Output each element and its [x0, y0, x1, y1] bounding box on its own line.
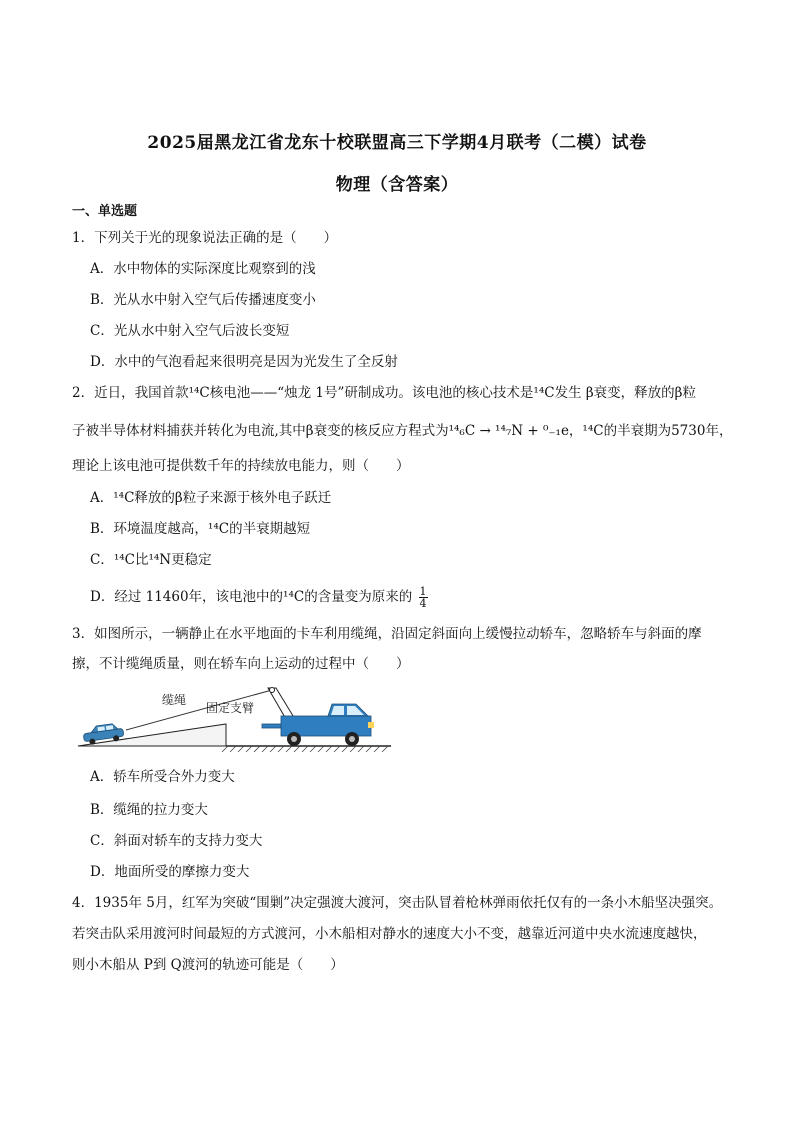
q3-stem-line2: 擦，不计缆绳质量，则在轿车向上运动的过程中（ ）: [72, 656, 410, 672]
q1-stem: 1．下列关于光的现象说法正确的是（ ）: [72, 230, 338, 246]
label-fixed-arm: 固定支臂: [206, 701, 255, 715]
q1-option-d: D．水中的气泡看起来很明亮是因为光发生了全反射: [90, 354, 398, 370]
q4-stem-line3: 则小木船从 P到 Q渡河的轨迹可能是（ ）: [72, 957, 344, 973]
q3-option-d: D．地面所受的摩擦力变大: [90, 864, 250, 880]
fraction-one-quarter: [419, 586, 428, 609]
exam-subtitle: 物理（含答案）: [335, 175, 459, 195]
q3-option-a: A．轿车所受合外力变大: [90, 769, 235, 785]
truck-tow-figure: [76, 684, 396, 760]
q3-option-c: C．斜面对轿车的支持力变大: [90, 833, 263, 849]
exam-title: 2025届黑龙江省龙东十校联盟高三下学期4月联考（二模）试卷: [147, 133, 647, 153]
fraction-numerator: 1: [419, 585, 427, 598]
q1-option-b: B．光从水中射入空气后传播速度变小: [90, 292, 316, 308]
fraction-denominator: 4: [419, 597, 427, 610]
q2-option-d-text: D．经过 11460年，该电池中的¹⁴C的含量变为原来的: [90, 589, 413, 605]
q4-stem-line2: 若突击队采用渡河时间最短的方式渡河，小木船相对静水的速度大小不变，越靠近河道中央水流速度越快，: [72, 926, 707, 942]
q1-option-a: A．水中物体的实际深度比观察到的浅: [90, 261, 316, 277]
q2-stem-line2: 子被半导体材料捕获并转化为电流,其中β衰变的核反应方程式为¹⁴₆C → ¹⁴₇N + ⁰₋₁e，¹⁴C的半衰期为5730年，: [72, 423, 733, 439]
q3-stem-line1: 3．如图所示，一辆静止在水平地面的卡车利用缆绳，沿固定斜面向上缓慢拉动轿车，忽略轿车与斜面的摩: [72, 626, 702, 642]
q2-option-b: B．环境温度越高，¹⁴C的半衰期越短: [90, 521, 311, 537]
section-heading: 一、单选题: [72, 204, 138, 219]
q2-option-c: C．¹⁴C比¹⁴N更稳定: [90, 552, 212, 568]
q4-stem-line1: 4．1935年 5月，红军为突破“围剿”决定强渡大渡河，突击队冒着枪林弹雨依托仅有的一条小木船坚决强突。: [72, 895, 723, 911]
q2-option-d: [90, 586, 428, 609]
q1-option-c: C．光从水中射入空气后波长变短: [90, 323, 290, 339]
truck: [262, 704, 374, 746]
q2-stem-line3: 理论上该电池可提供数千年的持续放电能力，则（ ）: [72, 458, 410, 474]
truck-tow-diagram: [76, 684, 396, 760]
q2-option-a: A．¹⁴C释放的β粒子来源于核外电子跃迁: [90, 490, 332, 506]
label-cable: 缆绳: [162, 693, 187, 707]
q3-option-b: B．缆绳的拉力变大: [90, 802, 208, 818]
ground: [222, 746, 391, 752]
q2-stem-line1: 2．近日，我国首款¹⁴C核电池——“烛龙 1号”研制成功。该电池的核心技术是¹⁴C发生 β衰变，释放的β粒: [72, 385, 696, 401]
